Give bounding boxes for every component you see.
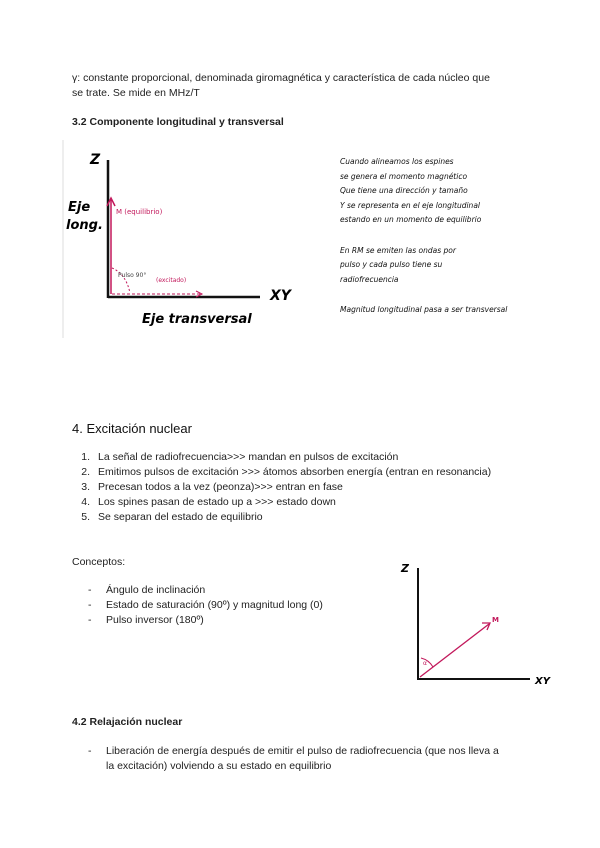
z-axis-label: Z bbox=[90, 152, 101, 168]
note-line: se genera el momento magnético bbox=[340, 171, 468, 181]
magnetization-vector bbox=[420, 624, 489, 677]
intro-line-1: γ: constante proporcional, denominada giromagnética y característica de cada núcleo que bbox=[72, 72, 490, 84]
eje-long-label-1: Eje bbox=[68, 200, 91, 215]
handwritten-notes bbox=[340, 155, 555, 318]
list-item: 3. Precesan todos a la vez (peonza)>>> entran en fase bbox=[81, 481, 343, 493]
intro-paragraph bbox=[72, 71, 542, 101]
note-line: En RM se emiten las ondas por bbox=[340, 245, 456, 255]
diagram-longitudinal-transversal bbox=[60, 140, 330, 340]
list-item: 5. Se separan del estado de equilibrio bbox=[81, 511, 263, 523]
note-line: pulso y cada pulso tiene su bbox=[340, 260, 443, 269]
excitation-steps-list bbox=[72, 450, 542, 525]
note-line: radiofrecuencia bbox=[340, 274, 399, 284]
section-3-2-title: 3.2 Componente longitudinal y transversal bbox=[72, 116, 284, 128]
list-item: - Liberación de energía después de emitir el pulso de radiofrecuencia (que nos lleva a la excitación) volviendo a su estado en equilibrio bbox=[88, 745, 499, 772]
vector-label: M bbox=[492, 616, 499, 624]
eje-transversal-label: Eje transversal bbox=[142, 312, 252, 327]
list-item: - Estado de saturación (90º) y magnitud long (0) bbox=[88, 599, 323, 611]
intro-line-2: se trate. Se mide en MHz/T bbox=[72, 87, 200, 99]
note-line: Cuando alineamos los espines bbox=[340, 157, 454, 166]
section-4-2-title: 4.2 Relajación nuclear bbox=[72, 716, 183, 728]
diagram-tilted-vector bbox=[395, 560, 555, 690]
note-line: Y se representa en el eje longitudinal bbox=[340, 200, 480, 210]
z-axis-label: Z bbox=[401, 562, 409, 575]
eje-long-label-2: long. bbox=[66, 218, 103, 233]
list-item: 2. Emitimos pulsos de excitación >>> átomos absorben energía (entran en resonancia) bbox=[81, 466, 492, 478]
list-item: - Ángulo de inclinación bbox=[88, 584, 206, 596]
vector-label: M (equilibrio) bbox=[116, 208, 163, 216]
relajacion-list bbox=[88, 744, 548, 774]
angle-label: α bbox=[423, 660, 427, 667]
xy-axis-label: XY bbox=[535, 676, 550, 687]
list-item: - Pulso inversor (180º) bbox=[88, 614, 204, 626]
excited-label: (excitado) bbox=[156, 277, 187, 284]
note-line: Magnitud longitudinal pasa a ser transversal bbox=[340, 305, 508, 314]
list-item: 1. La señal de radiofrecuencia>>> mandan en pulsos de excitación bbox=[81, 451, 399, 463]
note-line: Que tiene una dirección y tamaño bbox=[340, 186, 468, 195]
conceptos-list bbox=[88, 583, 388, 628]
conceptos-heading: Conceptos: bbox=[72, 556, 126, 568]
angle-label: Pulso 90° bbox=[118, 272, 147, 279]
relajacion-line-2: la excitación) volviendo a su estado en equilibrio bbox=[106, 760, 332, 772]
note-line: estando en un momento de equilibrio bbox=[340, 215, 482, 224]
xy-axis-label: XY bbox=[270, 288, 291, 304]
relajacion-line-1: Liberación de energía después de emitir el pulso de radiofrecuencia (que nos lleva a bbox=[106, 745, 499, 757]
section-4-title: 4. Excitación nuclear bbox=[72, 421, 192, 436]
list-item: 4. Los spines pasan de estado up a >>> estado down bbox=[81, 496, 336, 508]
